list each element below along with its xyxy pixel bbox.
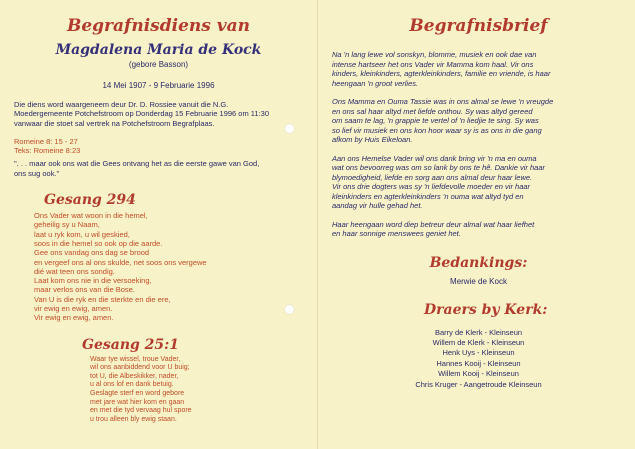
hymn1-text [34, 211, 303, 323]
service-line: Moedergemeente Potchefstroom op Donderdag 15 Februarie 1996 om 11:30 [14, 109, 270, 119]
hymn-line: Vir ewig en ewig, amen. [34, 313, 114, 323]
paragraph-line: en ons sal haar altyd met liefde onthou. Sy was altyd gereed [332, 106, 533, 116]
service-heading: Begrafnisdiens van [66, 16, 250, 36]
paragraph-line: so lief vir musiek en ons kon hoor waar sy is as ons in die gang [332, 125, 542, 135]
quote-line: ". . . maar ook ons wat die Gees ontvang het as die eerste gawe van God, [14, 159, 260, 169]
hymn-line: wil ons aanbiddend voor U buig; [90, 364, 190, 372]
deceased-name: Magdalena Maria de Kock [55, 42, 262, 58]
hymn-line: Geslagte sterf en word gebore [90, 390, 185, 398]
hymn-line: met jare wat hier kom en gaan [90, 398, 185, 406]
hymn-line: en vergeef ons al ons skulde, net soos ons vergewe [34, 257, 207, 267]
paragraph-line: Aan ons Hemelse Vader wil ons dank bring vir 'n ma en ouma [332, 153, 537, 163]
quote-line: ons sug ook." [14, 168, 60, 178]
letter-paragraph [332, 220, 625, 239]
hymn-line: maar verlos ons van die Bose. [34, 285, 135, 295]
hymn-line: u al ons lof en dank betuig. [90, 381, 174, 389]
paragraph-line: afkom by Huis Eikeloan. [332, 135, 413, 144]
hymn1-title: Gesang 294 [44, 192, 136, 209]
paragraph-line: om saam te lag, 'n grappie te vertel of 'n liedjie te sing. Sy was [332, 116, 539, 125]
hymn-line: geheilig sy u Naam, [34, 220, 100, 230]
hymn-line: Ons Vader wat woon in die hemel, [34, 211, 148, 221]
reading-line: Romeine 8: 15 - 27 [14, 136, 78, 146]
bearer-item: Barry de Klerk - Kleinseun [434, 327, 523, 337]
bearer-item: Chris Kruger - Aangetroude Kleinseun [415, 379, 542, 389]
hymn-line: Waar tye wissel, troue Vader, [90, 355, 181, 363]
letter-heading: Begrafnisbrief [409, 16, 548, 36]
bearer-item: Henk Uys - Kleinseun [442, 348, 515, 358]
hymn-line: en met die tyd vervaag hul spore [90, 407, 192, 415]
paragraph-line: kleinkinders en agterkleinkinders 'n ouma wat altyd tyd en [332, 191, 524, 201]
thanks-heading: Bedankings: [429, 254, 528, 271]
bearers-heading: Draers by Kerk: [424, 301, 548, 318]
letter-paragraph [332, 154, 625, 211]
service-line: Die diens word waargeneem deur Dr. D. Rossiee vanuit die N.G. [14, 100, 229, 109]
paragraph-line: aandag vir hulle gehad het. [332, 201, 423, 210]
right-page [318, 0, 635, 449]
hymn2-title: Gesang 25:1 [82, 336, 180, 353]
hymn2-text [90, 356, 303, 425]
paragraph-line: blymoedigheid, liefde en sorg aan ons almal deur haar lewe. [332, 172, 533, 182]
thanks-name: Merwie de Kock [450, 276, 507, 286]
left-page [0, 0, 317, 449]
maiden-name: (gebore Basson) [128, 60, 189, 69]
bearer-item: Willem Kooij - Kleinseun [438, 369, 519, 379]
paragraph-line: heengaan 'n groot verlies. [332, 78, 419, 88]
hymn-line: u trou alleen bly ewig staan. [90, 415, 177, 423]
bearers-list [332, 328, 625, 390]
scripture-readings [14, 137, 303, 156]
letter-paragraph [332, 50, 625, 88]
paragraph-line: Ons Mamma en Ouma Tassie was in ons almal se lewe 'n vreugde [332, 97, 554, 106]
life-dates: 14 Mei 1907 - 9 Februarie 1996 [102, 81, 215, 90]
paragraph-line: Na 'n lang lewe vol sonskyn, blomme, musiek en ook dae van [332, 50, 537, 59]
bearer-item: Willem de Klerk - Kleinseun [432, 337, 525, 347]
hymn-line: dié wat teen ons sondig. [34, 266, 115, 276]
paragraph-line: intense hartseer het ons Vader vir Mamma kom haal. Vir ons [332, 59, 534, 69]
hymn-line: Laat kom ons nie in die versoeking, [34, 276, 152, 286]
hymn-line: tot U, die Albeskikker, nader, [90, 372, 179, 380]
scripture-quote [14, 159, 303, 178]
paragraph-line: Haar heengaan word diep betreur deur almal wat haar liefhet [332, 219, 535, 229]
bearer-item: Hannes Kooij - Kleinseun [436, 358, 521, 368]
paragraph-line: Vir ons drie dogters was sy 'n liefdevolle moeder en vir haar [332, 182, 531, 191]
reading-line: Teks: Romeine 8:23 [14, 146, 81, 156]
letter-paragraph [332, 97, 625, 145]
paragraph-line: en haar sonnige menswees geniet het. [332, 229, 461, 238]
hymn-line: Van U is die ryk en die sterkte en die ere, [34, 294, 171, 304]
hymn-line: Gee ons vandag ons dag se brood [34, 248, 150, 258]
hymn-line: laat u ryk kom, u wil geskied, [34, 229, 130, 239]
paragraph-line: kinders, kleinkinders, agterkleinkinders, familie en vriende, is haar [332, 69, 551, 78]
hymn-line: soos in die hemel so ook op die aarde. [34, 238, 163, 248]
hymn-line: vir ewig en ewig, amen. [34, 304, 113, 314]
service-details [14, 100, 303, 128]
service-line: vanwaar die stoet sal vertrek na Potchefstroom Begrafplaas. [14, 118, 215, 128]
paragraph-line: wat ons bevoorreg was om so lank by ons te hê. Dankie vir haar [332, 163, 546, 172]
